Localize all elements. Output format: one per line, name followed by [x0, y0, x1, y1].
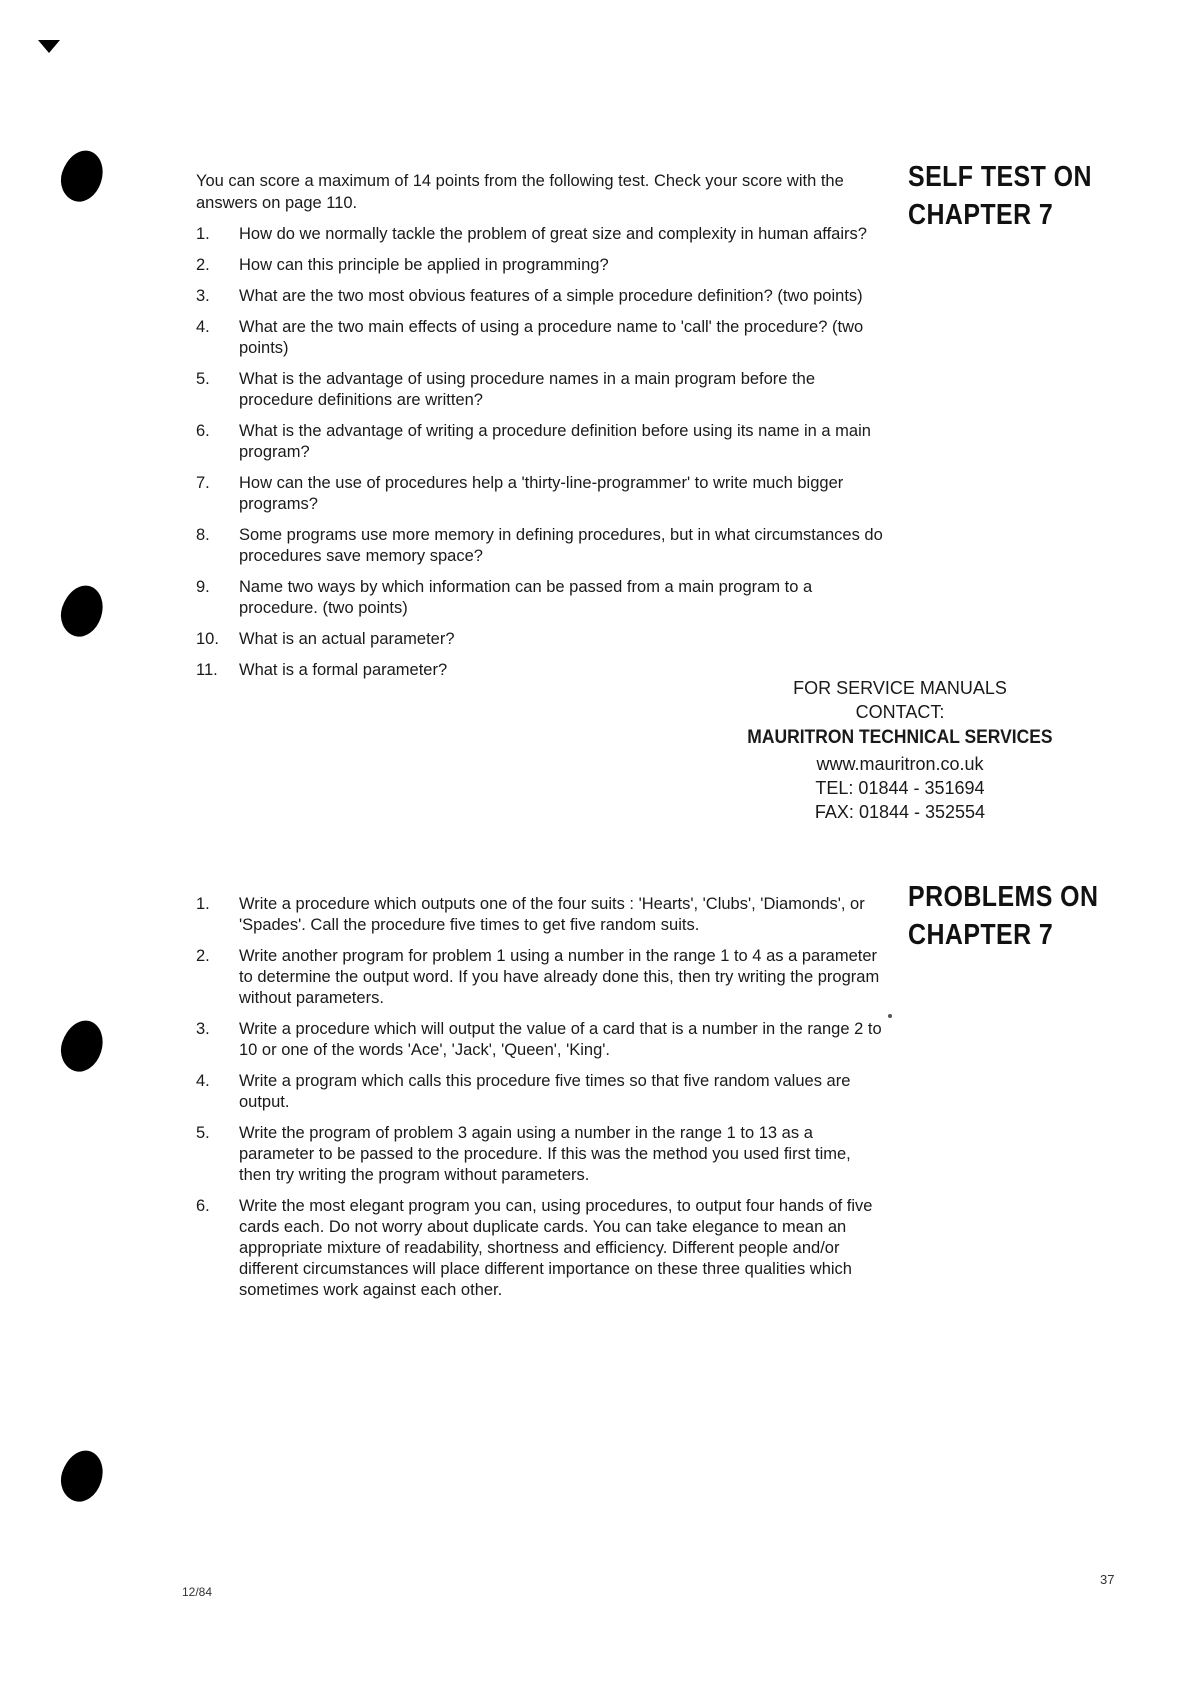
- question-text: What are the two main effects of using a procedure name to 'call' the procedure? (two points): [239, 318, 864, 357]
- question-number: 3.: [196, 287, 210, 305]
- question-item: [196, 421, 886, 463]
- service-line2: CONTACT:: [855, 702, 945, 722]
- question-item: [196, 577, 886, 619]
- problem-number: 2.: [196, 947, 210, 965]
- self-test-intro: You can score a maximum of 14 points from the following test. Check your score with the answers on page 110.: [196, 172, 844, 212]
- question-text: How do we normally tackle the problem of great size and complexity in human affairs?: [239, 225, 867, 243]
- service-tel: TEL: 01844 - 351694: [815, 778, 985, 798]
- question-text: Some programs use more memory in defining procedures, but in what circumstances do procedures save memory space?: [239, 526, 883, 565]
- punch-hole: [55, 580, 109, 642]
- question-text: What is a formal parameter?: [239, 661, 448, 679]
- question-item: [196, 473, 886, 515]
- question-item: [196, 224, 886, 245]
- question-number: 6.: [196, 422, 210, 440]
- service-website: www.mauritron.co.uk: [816, 754, 984, 774]
- question-text: What are the two most obvious features of a simple procedure definition? (two points): [239, 287, 863, 305]
- problem-number: 6.: [196, 1197, 210, 1215]
- problem-text: Write a program which calls this procedure five times so that five random values are output.: [239, 1072, 851, 1111]
- question-item: [196, 317, 886, 359]
- problem-item: [196, 1071, 886, 1113]
- question-text: How can the use of procedures help a 'thirty-line-programmer' to write much bigger programs?: [239, 474, 844, 513]
- problem-item: [196, 1123, 886, 1186]
- problem-number: 3.: [196, 1020, 210, 1038]
- problem-text: Write a procedure which will output the value of a card that is a number in the range 2 to 10 or one of the words 'Ace', 'Jack', 'Queen', 'King'.: [239, 1020, 882, 1059]
- footer-date: 12/84: [182, 1585, 213, 1599]
- question-item: [196, 255, 886, 276]
- self-test-heading-line2: CHAPTER 7: [908, 199, 1054, 231]
- question-number: 4.: [196, 318, 210, 336]
- question-number: 7.: [196, 474, 210, 492]
- punch-hole: [55, 1015, 109, 1077]
- service-fax: FAX: 01844 - 352554: [814, 802, 986, 822]
- problem-text: Write the program of problem 3 again using a number in the range 1 to 13 as a parameter to be passed to the procedure. If this was the method you used first time, then try writing the program without parameters.: [239, 1124, 851, 1184]
- question-text: What is an actual parameter?: [239, 630, 455, 648]
- problem-item: [196, 946, 886, 1009]
- problem-number: 5.: [196, 1124, 210, 1142]
- problem-item: [196, 1019, 886, 1061]
- problems-list: [196, 894, 886, 1311]
- question-text: How can this principle be applied in programming?: [239, 256, 609, 274]
- problem-item: [196, 1196, 886, 1301]
- scan-speck: [888, 1014, 892, 1018]
- problem-item: [196, 894, 886, 936]
- problem-number: 1.: [196, 895, 210, 913]
- problem-text: Write a procedure which outputs one of the four suits : 'Hearts', 'Clubs', 'Diamonds', or 'Spades'. Call the procedure five times to get five random suits.: [239, 895, 865, 934]
- service-contact-block: [690, 676, 1110, 824]
- self-test-heading-line1: SELF TEST ON: [908, 161, 1092, 193]
- question-item: [196, 286, 886, 307]
- question-item: [196, 525, 886, 567]
- question-number: 11.: [196, 661, 218, 679]
- question-item: [196, 629, 886, 650]
- question-text: What is the advantage of using procedure names in a main program before the procedure definitions are written?: [239, 370, 816, 409]
- problems-heading-line2: CHAPTER 7: [908, 919, 1054, 951]
- question-text: What is the advantage of writing a procedure definition before using its name in a main program?: [239, 422, 871, 461]
- self-test-heading: [908, 158, 1140, 234]
- question-number: 2.: [196, 256, 210, 274]
- question-number: 8.: [196, 526, 210, 544]
- punch-hole: [55, 145, 109, 207]
- self-test-questions: [196, 224, 886, 691]
- problem-text: Write the most elegant program you can, using procedures, to output four hands of five cards each. Do not worry about duplicate cards. You can take elegance to mean an appropriate mixture of readability, shortness and efficiency. Different people and/or different circumstances will place different importance on these three qualities which sometimes work against each other.: [239, 1197, 873, 1299]
- punch-hole: [55, 1445, 109, 1507]
- question-item: [196, 369, 886, 411]
- question-number: 9.: [196, 578, 210, 596]
- problems-heading-line1: PROBLEMS ON: [908, 881, 1099, 913]
- question-number: 5.: [196, 370, 210, 388]
- question-number: 1.: [196, 225, 210, 243]
- service-company: MAURITRON TECHNICAL SERVICES: [747, 727, 1053, 748]
- problem-text: Write another program for problem 1 using a number in the range 1 to 4 as a parameter to determine the output word. If you have already done this, then try writing the program without parameters.: [239, 947, 880, 1007]
- problem-number: 4.: [196, 1072, 210, 1090]
- service-line1: FOR SERVICE MANUALS: [793, 678, 1007, 698]
- corner-mark: [38, 40, 60, 53]
- page-number: 37: [1100, 1572, 1115, 1587]
- question-text: Name two ways by which information can be passed from a main program to a procedure. (two points): [239, 578, 813, 617]
- question-number: 10.: [196, 630, 219, 648]
- problems-heading: [908, 878, 1140, 954]
